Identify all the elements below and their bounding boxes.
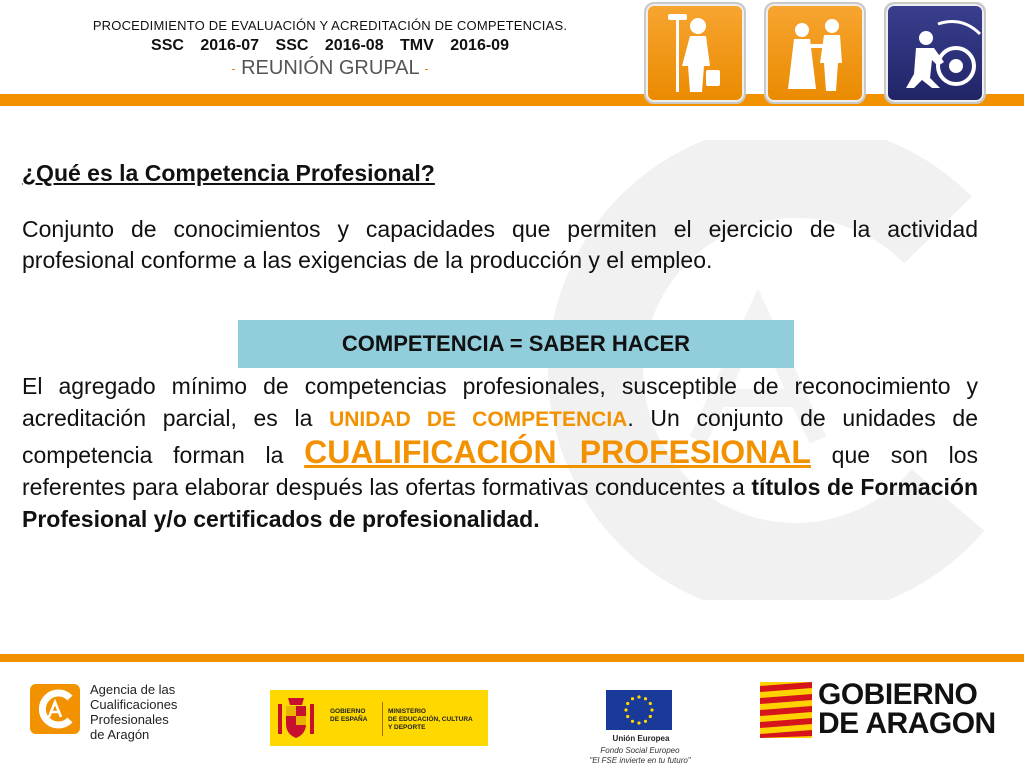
eu-fund-name: Fondo Social Europeo	[600, 746, 680, 755]
acpa-logo-icon	[30, 684, 80, 734]
caregivers-icon	[764, 2, 866, 104]
eu-fund-motto: "El FSE invierte en tu futuro"	[589, 756, 691, 765]
main-content	[22, 158, 978, 276]
p2-text-a: El agregado mínimo de competencias profesionales, susceptible de reconocimiento y acreditación parcial, es la	[22, 373, 978, 431]
unit-of-competence-highlight: UNIDAD DE COMPETENCIA	[329, 408, 628, 431]
header-divider-bar	[0, 94, 1024, 106]
aragon-line: GOBIERNO	[818, 678, 978, 711]
header-procedure-title: PROCEDIMIENTO DE EVALUACIÓN Y ACREDITACIÓN DE COMPETENCIAS.	[92, 18, 568, 33]
acpa-line: Cualificaciones	[90, 697, 178, 712]
acpa-name	[90, 682, 177, 742]
p2-text-c: que son los referentes para elaborar después las ofertas formativas conducentes a	[22, 442, 979, 500]
competence-definition: Conjunto de conocimientos y capacidades que permiten el ejercicio de la actividad profesional conforme a las exigencias de la producción y el empleo.	[22, 216, 978, 273]
p2-bold-titles: títulos de Formación Profesional y/o certificados de profesionalidad.	[22, 474, 978, 532]
cleaning-worker-icon	[644, 2, 746, 104]
dash-right: -	[424, 61, 429, 76]
gob-esp-line: GOBIERNO	[330, 708, 366, 715]
dash-left: -	[231, 61, 236, 76]
meeting-label: REUNIÓN GRUPAL	[241, 57, 419, 79]
eu-fund-text	[570, 746, 710, 766]
gobierno-espana-logo	[270, 690, 488, 746]
spain-coat-of-arms-icon	[276, 696, 316, 740]
gobierno-espana-text	[330, 708, 367, 724]
logo-separator	[382, 702, 383, 736]
header-meeting-title	[60, 57, 600, 80]
professional-qualification-highlight: CUALIFICACIÓN PROFESIONAL	[304, 434, 811, 470]
competence-equation-box: COMPETENCIA = SABER HACER	[238, 320, 794, 368]
gobierno-aragon-text	[818, 680, 996, 738]
acpa-line: de Aragón	[90, 727, 150, 742]
p2-text-b: . Un conjunto de unidades de competencia forman la	[22, 405, 978, 468]
competence-unit-paragraph	[22, 370, 978, 535]
gob-esp-line: DE ESPAÑA	[330, 716, 368, 723]
aragon-line: DE ARAGON	[818, 707, 996, 740]
ministerio-line: Y DEPORTE	[388, 724, 426, 731]
header-title-block	[60, 18, 600, 80]
ministerio-line: MINISTERIO	[388, 708, 426, 715]
acpa-line: Profesionales	[90, 712, 169, 727]
mechanic-icon	[884, 2, 986, 104]
header-codes: SSC 2016-07 SSC 2016-08 TMV 2016-09	[151, 37, 509, 54]
eu-flag-icon	[606, 690, 672, 730]
eu-label: Unión Europea	[612, 734, 670, 743]
aragon-flag-icon	[760, 682, 812, 738]
footer-divider-bar	[0, 654, 1024, 662]
section-question-title: ¿Qué es la Competencia Profesional?	[22, 160, 435, 186]
acpa-line: Agencia de las	[90, 682, 176, 697]
ministerio-line: DE EDUCACIÓN, CULTURA	[388, 716, 473, 723]
ministerio-text	[388, 708, 473, 732]
